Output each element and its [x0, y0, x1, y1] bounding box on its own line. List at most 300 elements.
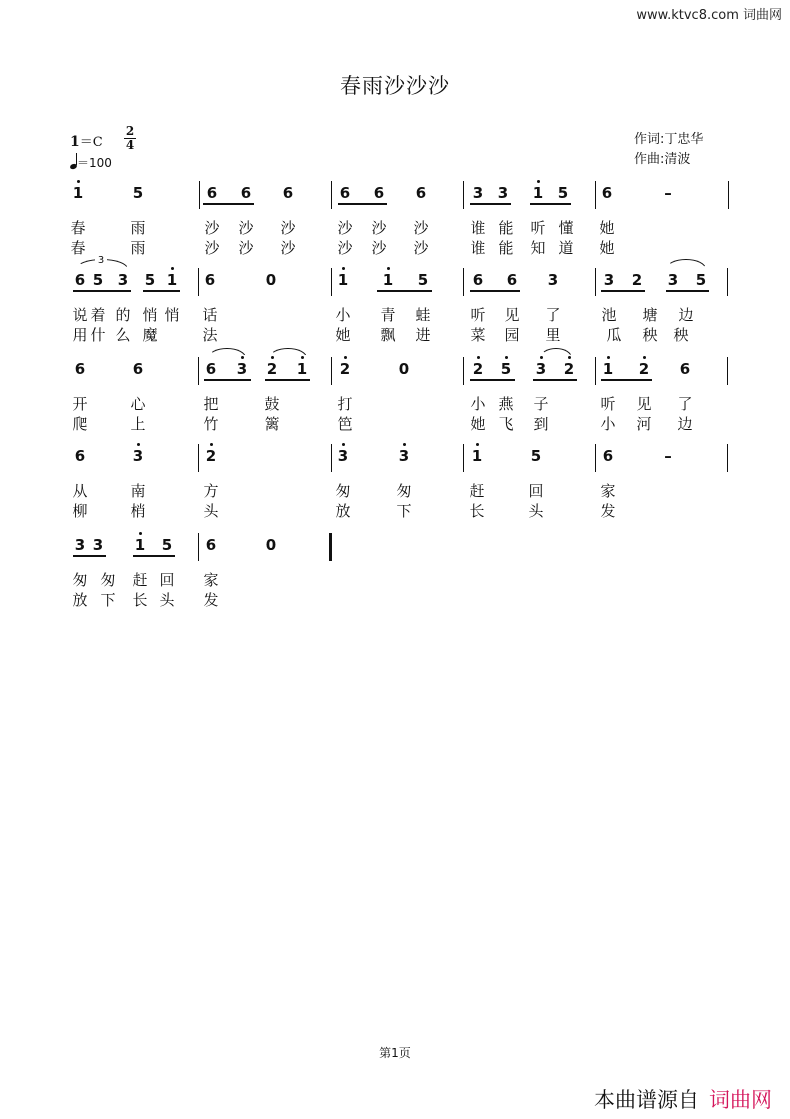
note-digit: 6 — [204, 271, 216, 289]
beam-line — [470, 203, 511, 205]
note-digit: 5 — [161, 536, 173, 554]
lyric-verse-1: 南 — [130, 482, 146, 500]
footer-text: 本曲谱源自 — [594, 1088, 699, 1112]
jianpu-note — [262, 537, 280, 553]
lyric-verse-1: 沙 — [204, 219, 220, 237]
octave-dot — [344, 356, 347, 359]
lyric-verse-1: 塘 — [642, 306, 658, 324]
lyric-verse-1: 打 — [337, 395, 353, 413]
lyric-verse-2: 沙 — [337, 239, 353, 257]
note-digit: 2 — [266, 360, 278, 378]
lyric-verse-2: 沙 — [238, 239, 254, 257]
note-digit: 2 — [472, 360, 484, 378]
jianpu-note — [468, 448, 486, 464]
lyric-verse-1: 谁 — [470, 219, 486, 237]
beam-line — [377, 290, 432, 292]
note-digit: 5 — [132, 184, 144, 202]
lyric-verse-2: 么 — [115, 326, 131, 344]
composer-credit: 作曲:清波 — [634, 152, 691, 167]
jianpu-note — [334, 272, 352, 288]
lyric-verse-2: 沙 — [204, 239, 220, 257]
note-digit: 6 — [415, 184, 427, 202]
tuplet-number: 3 — [95, 255, 107, 266]
note-digit: 6 — [240, 184, 252, 202]
key-signature — [70, 131, 103, 150]
octave-dot — [403, 443, 406, 446]
lyric-verse-1: 见 — [504, 306, 520, 324]
note-digit: 2 — [205, 447, 217, 465]
note-digit: 6 — [74, 447, 86, 465]
bar-line — [331, 268, 332, 296]
jianpu-note — [635, 361, 653, 377]
note-digit: 1 — [72, 184, 84, 202]
jianpu-note — [529, 185, 547, 201]
lyric-verse-2: 爬 — [72, 415, 88, 433]
tempo-marking — [70, 153, 112, 171]
lyric-verse-1: 赶 — [469, 482, 485, 500]
jianpu-note — [262, 272, 280, 288]
lyric-verse-1: 听 — [600, 395, 616, 413]
jianpu-note — [202, 448, 220, 464]
note-digit: 2 — [339, 360, 351, 378]
lyricist-credit: 作词:丁忠华 — [634, 132, 704, 147]
bar-line — [463, 357, 464, 385]
lyric-verse-1: 小 — [335, 306, 351, 324]
jianpu-note — [334, 448, 352, 464]
lyric-verse-2: 飞 — [498, 415, 514, 433]
jianpu-note — [71, 361, 89, 377]
bar-line — [198, 444, 199, 472]
slur-arc — [208, 348, 246, 358]
bar-line — [199, 181, 200, 209]
beam-line — [73, 290, 131, 292]
beam-line — [338, 203, 387, 205]
note-digit: 6 — [206, 184, 218, 202]
jianpu-note — [336, 361, 354, 377]
note-digit: 6 — [506, 271, 518, 289]
lyric-verse-1: 匆 — [72, 571, 88, 589]
note-digit: 5 — [695, 271, 707, 289]
jianpu-note — [129, 185, 147, 201]
note-digit: 6 — [373, 184, 385, 202]
lyric-verse-2: 发 — [600, 502, 616, 520]
lyric-verse-2: 里 — [545, 326, 561, 344]
lyric-verse-1: 小 — [470, 395, 486, 413]
beam-line — [601, 379, 652, 381]
note-digit: 6 — [205, 536, 217, 554]
jianpu-note — [628, 272, 646, 288]
lyric-verse-2: 瓜 — [606, 326, 622, 344]
jianpu-note — [554, 185, 572, 201]
note-digit: 3 — [667, 271, 679, 289]
jianpu-note — [71, 448, 89, 464]
lyric-verse-1: 开 — [72, 395, 88, 413]
lyric-verse-2: 雨 — [130, 239, 146, 257]
octave-dot — [643, 356, 646, 359]
footer-brand: 词曲网 — [709, 1088, 772, 1112]
lyric-verse-2: 园 — [504, 326, 520, 344]
time-signature-top: 2 — [125, 124, 135, 138]
beam-line — [204, 379, 251, 381]
lyric-verse-2: 下 — [396, 502, 412, 520]
lyric-verse-2: 什 — [90, 326, 106, 344]
lyric-verse-2: 到 — [533, 415, 549, 433]
lyric-verse-1: 方 — [203, 482, 219, 500]
bar-line — [463, 268, 464, 296]
note-digit: 3 — [535, 360, 547, 378]
beam-line — [73, 555, 106, 557]
lyric-verse-2: 进 — [415, 326, 431, 344]
lyric-verse-1: 沙 — [337, 219, 353, 237]
lyric-verse-1: 边 — [678, 306, 694, 324]
jianpu-note — [71, 272, 89, 288]
jianpu-note — [201, 272, 219, 288]
beam-line — [533, 379, 577, 381]
jianpu-note — [69, 185, 87, 201]
lyric-verse-2: 笆 — [337, 415, 353, 433]
note-digit: 1 — [134, 536, 146, 554]
jianpu-note — [71, 537, 89, 553]
jianpu-note — [202, 361, 220, 377]
jianpu-note — [293, 361, 311, 377]
lyric-verse-2: 头 — [528, 502, 544, 520]
lyric-verse-2: 能 — [498, 239, 514, 257]
jianpu-note — [494, 185, 512, 201]
jianpu-note — [89, 537, 107, 553]
note-digit: 6 — [602, 447, 614, 465]
lyric-verse-1: 心 — [130, 395, 146, 413]
key-name: ＝C — [79, 135, 103, 150]
lyric-verse-2: 长 — [469, 502, 485, 520]
lyric-verse-1: 说 — [72, 306, 88, 324]
note-digit: 1 — [532, 184, 544, 202]
lyric-verse-2: 魔 — [142, 326, 158, 344]
lyric-verse-2: 放 — [335, 502, 351, 520]
beam-line — [203, 203, 254, 205]
note-digit: 6 — [601, 184, 613, 202]
lyric-verse-1: 燕 — [498, 395, 514, 413]
slur-arc — [269, 348, 307, 358]
lyric-verse-2: 秧 — [642, 326, 658, 344]
jianpu-note — [692, 272, 710, 288]
octave-dot — [77, 180, 80, 183]
octave-dot — [477, 356, 480, 359]
jianpu-note — [141, 272, 159, 288]
lyric-verse-2: 菜 — [470, 326, 486, 344]
bar-line — [727, 268, 728, 296]
lyric-verse-2: 边 — [677, 415, 693, 433]
note-digit: 3 — [603, 271, 615, 289]
bar-line — [463, 444, 464, 472]
lyric-verse-2: 上 — [130, 415, 146, 433]
page-number: 第1页 — [379, 1046, 411, 1060]
lyric-verse-1: 的 — [115, 306, 131, 324]
lyric-verse-2: 法 — [202, 326, 218, 344]
note-digit: 6 — [74, 271, 86, 289]
jianpu-note — [532, 361, 550, 377]
lyric-verse-1: 匆 — [100, 571, 116, 589]
final-bar-line — [329, 533, 332, 561]
beam-line — [470, 379, 515, 381]
lyric-verse-1: 雨 — [130, 219, 146, 237]
beam-line — [601, 290, 645, 292]
site-watermark: www.ktvc8.com 词曲网 — [636, 8, 782, 23]
note-digit: 1 — [471, 447, 483, 465]
jianpu-note — [527, 448, 545, 464]
jianpu-note — [233, 361, 251, 377]
key-tonic-number: 1 — [70, 134, 80, 150]
source-footer — [594, 1084, 772, 1114]
note-digit: 2 — [631, 271, 643, 289]
lyric-verse-1: 悄 — [142, 306, 158, 324]
note-digit: 1 — [602, 360, 614, 378]
lyric-verse-1: 沙 — [238, 219, 254, 237]
jianpu-note — [370, 185, 388, 201]
lyric-verse-1: 把 — [203, 395, 219, 413]
jianpu-note — [599, 448, 617, 464]
jianpu-note — [659, 448, 677, 464]
lyric-verse-2: 春 — [70, 239, 86, 257]
slur-arc — [666, 259, 706, 269]
lyric-verse-1: 沙 — [413, 219, 429, 237]
time-signature — [124, 126, 136, 151]
jianpu-note — [129, 448, 147, 464]
lyric-verse-1: 了 — [545, 306, 561, 324]
lyric-verse-2: 飘 — [380, 326, 396, 344]
note-digit: 3 — [472, 184, 484, 202]
jianpu-note — [263, 361, 281, 377]
lyric-verse-2: 沙 — [413, 239, 429, 257]
lyric-verse-2: 她 — [470, 415, 486, 433]
bar-line — [463, 181, 464, 209]
octave-dot — [505, 356, 508, 359]
note-digit: 0 — [265, 536, 277, 554]
bar-line — [595, 268, 596, 296]
bar-line — [595, 357, 596, 385]
note-digit: 3 — [547, 271, 559, 289]
jianpu-note — [158, 537, 176, 553]
lyric-verse-1: 匆 — [335, 482, 351, 500]
note-digit: – — [664, 447, 672, 465]
jianpu-note — [497, 361, 515, 377]
note-digit: 2 — [563, 360, 575, 378]
lyric-verse-2: 下 — [100, 591, 116, 609]
octave-dot — [139, 532, 142, 535]
jianpu-note — [676, 361, 694, 377]
jianpu-note — [412, 185, 430, 201]
lyric-verse-2: 沙 — [371, 239, 387, 257]
lyric-verse-1: 从 — [72, 482, 88, 500]
octave-dot — [342, 443, 345, 446]
bar-line — [595, 444, 596, 472]
lyric-verse-1: 懂 — [558, 219, 574, 237]
jianpu-note — [395, 361, 413, 377]
lyric-verse-2: 放 — [72, 591, 88, 609]
lyric-verse-1: 了 — [677, 395, 693, 413]
note-digit: 5 — [500, 360, 512, 378]
lyric-verse-2: 秧 — [673, 326, 689, 344]
jianpu-note — [664, 272, 682, 288]
jianpu-note — [560, 361, 578, 377]
octave-dot — [137, 443, 140, 446]
lyric-verse-1: 着 — [90, 306, 106, 324]
note-digit: 5 — [144, 271, 156, 289]
beam-line — [265, 379, 310, 381]
beam-line — [470, 290, 520, 292]
lyric-verse-1: 能 — [498, 219, 514, 237]
bar-line — [331, 181, 332, 209]
tempo-value: ＝100 — [77, 156, 112, 170]
octave-dot — [210, 443, 213, 446]
jianpu-note — [336, 185, 354, 201]
lyric-verse-2: 她 — [335, 326, 351, 344]
note-digit: 0 — [265, 271, 277, 289]
lyric-verse-1: 子 — [533, 395, 549, 413]
bar-line — [198, 268, 199, 296]
octave-dot — [476, 443, 479, 446]
note-digit: 2 — [638, 360, 650, 378]
lyric-verse-1: 话 — [202, 306, 218, 324]
bar-line — [595, 181, 596, 209]
note-digit: 1 — [296, 360, 308, 378]
lyric-verse-1: 听 — [530, 219, 546, 237]
lyric-verse-2: 长 — [132, 591, 148, 609]
jianpu-note — [203, 185, 221, 201]
bar-line — [727, 444, 728, 472]
jianpu-note — [129, 361, 147, 377]
jianpu-note — [469, 361, 487, 377]
jianpu-note — [114, 272, 132, 288]
note-digit: 6 — [679, 360, 691, 378]
note-digit: – — [664, 184, 672, 202]
note-digit: 6 — [74, 360, 86, 378]
jianpu-note — [503, 272, 521, 288]
bar-line — [331, 444, 332, 472]
lyric-verse-1: 见 — [636, 395, 652, 413]
note-digit: 3 — [236, 360, 248, 378]
bar-line — [727, 357, 728, 385]
note-digit: 6 — [472, 271, 484, 289]
jianpu-note — [279, 185, 297, 201]
lyric-verse-2: 梢 — [130, 502, 146, 520]
time-signature-bottom: 4 — [125, 138, 135, 152]
note-digit: 5 — [92, 271, 104, 289]
note-digit: 5 — [557, 184, 569, 202]
lyric-verse-1: 她 — [599, 219, 615, 237]
bar-line — [198, 533, 199, 561]
jianpu-note — [599, 361, 617, 377]
bar-line — [198, 357, 199, 385]
note-digit: 3 — [132, 447, 144, 465]
lyric-verse-1: 回 — [159, 571, 175, 589]
lyric-verse-2: 发 — [203, 591, 219, 609]
jianpu-note — [600, 272, 618, 288]
beam-line — [530, 203, 571, 205]
lyric-verse-1: 回 — [528, 482, 544, 500]
lyric-verse-1: 沙 — [371, 219, 387, 237]
jianpu-note — [379, 272, 397, 288]
lyric-verse-1: 沙 — [280, 219, 296, 237]
jianpu-note — [469, 272, 487, 288]
jianpu-note — [237, 185, 255, 201]
lyric-verse-2: 沙 — [280, 239, 296, 257]
lyric-verse-2: 河 — [636, 415, 652, 433]
note-digit: 1 — [337, 271, 349, 289]
jianpu-note — [544, 272, 562, 288]
jianpu-note — [163, 272, 181, 288]
note-digit: 6 — [339, 184, 351, 202]
song-title: 春雨沙沙沙 — [340, 74, 450, 98]
lyric-verse-2: 头 — [159, 591, 175, 609]
lyric-verse-2: 道 — [558, 239, 574, 257]
lyric-verse-1: 听 — [470, 306, 486, 324]
slur-arc — [540, 348, 572, 358]
lyric-verse-1: 悄 — [164, 306, 180, 324]
note-digit: 3 — [398, 447, 410, 465]
lyric-verse-2: 谁 — [470, 239, 486, 257]
jianpu-note — [414, 272, 432, 288]
lyric-verse-1: 青 — [380, 306, 396, 324]
jianpu-note — [469, 185, 487, 201]
note-digit: 1 — [166, 271, 178, 289]
jianpu-note — [395, 448, 413, 464]
note-digit: 5 — [530, 447, 542, 465]
lyric-verse-1: 鼓 — [264, 395, 280, 413]
note-digit: 3 — [92, 536, 104, 554]
lyric-verse-2: 竹 — [203, 415, 219, 433]
octave-dot — [342, 267, 345, 270]
lyric-verse-2: 知 — [530, 239, 546, 257]
octave-dot — [387, 267, 390, 270]
note-digit: 1 — [382, 271, 394, 289]
jianpu-note — [131, 537, 149, 553]
octave-dot — [171, 267, 174, 270]
jianpu-note — [202, 537, 220, 553]
lyric-verse-1: 池 — [601, 306, 617, 324]
lyric-verse-2: 她 — [599, 239, 615, 257]
lyric-verse-2: 用 — [72, 326, 88, 344]
jianpu-note — [89, 272, 107, 288]
note-digit: 6 — [282, 184, 294, 202]
octave-dot — [607, 356, 610, 359]
note-digit: 5 — [417, 271, 429, 289]
octave-dot — [537, 180, 540, 183]
note-digit: 6 — [205, 360, 217, 378]
beam-line — [143, 290, 180, 292]
lyric-verse-2: 小 — [600, 415, 616, 433]
lyric-verse-1: 家 — [600, 482, 616, 500]
bar-line — [728, 181, 729, 209]
lyric-verse-2: 柳 — [72, 502, 88, 520]
lyric-verse-1: 春 — [70, 219, 86, 237]
jianpu-note — [598, 185, 616, 201]
beam-line — [666, 290, 709, 292]
bar-line — [331, 357, 332, 385]
beam-line — [133, 555, 175, 557]
note-digit: 3 — [337, 447, 349, 465]
note-digit: 0 — [398, 360, 410, 378]
lyric-verse-1: 家 — [203, 571, 219, 589]
lyric-verse-1: 匆 — [396, 482, 412, 500]
note-digit: 3 — [74, 536, 86, 554]
note-digit: 3 — [497, 184, 509, 202]
note-digit: 3 — [117, 271, 129, 289]
lyric-verse-1: 蛙 — [415, 306, 431, 324]
note-digit: 6 — [132, 360, 144, 378]
lyric-verse-1: 赶 — [132, 571, 148, 589]
jianpu-note — [659, 185, 677, 201]
lyric-verse-2: 篱 — [264, 415, 280, 433]
